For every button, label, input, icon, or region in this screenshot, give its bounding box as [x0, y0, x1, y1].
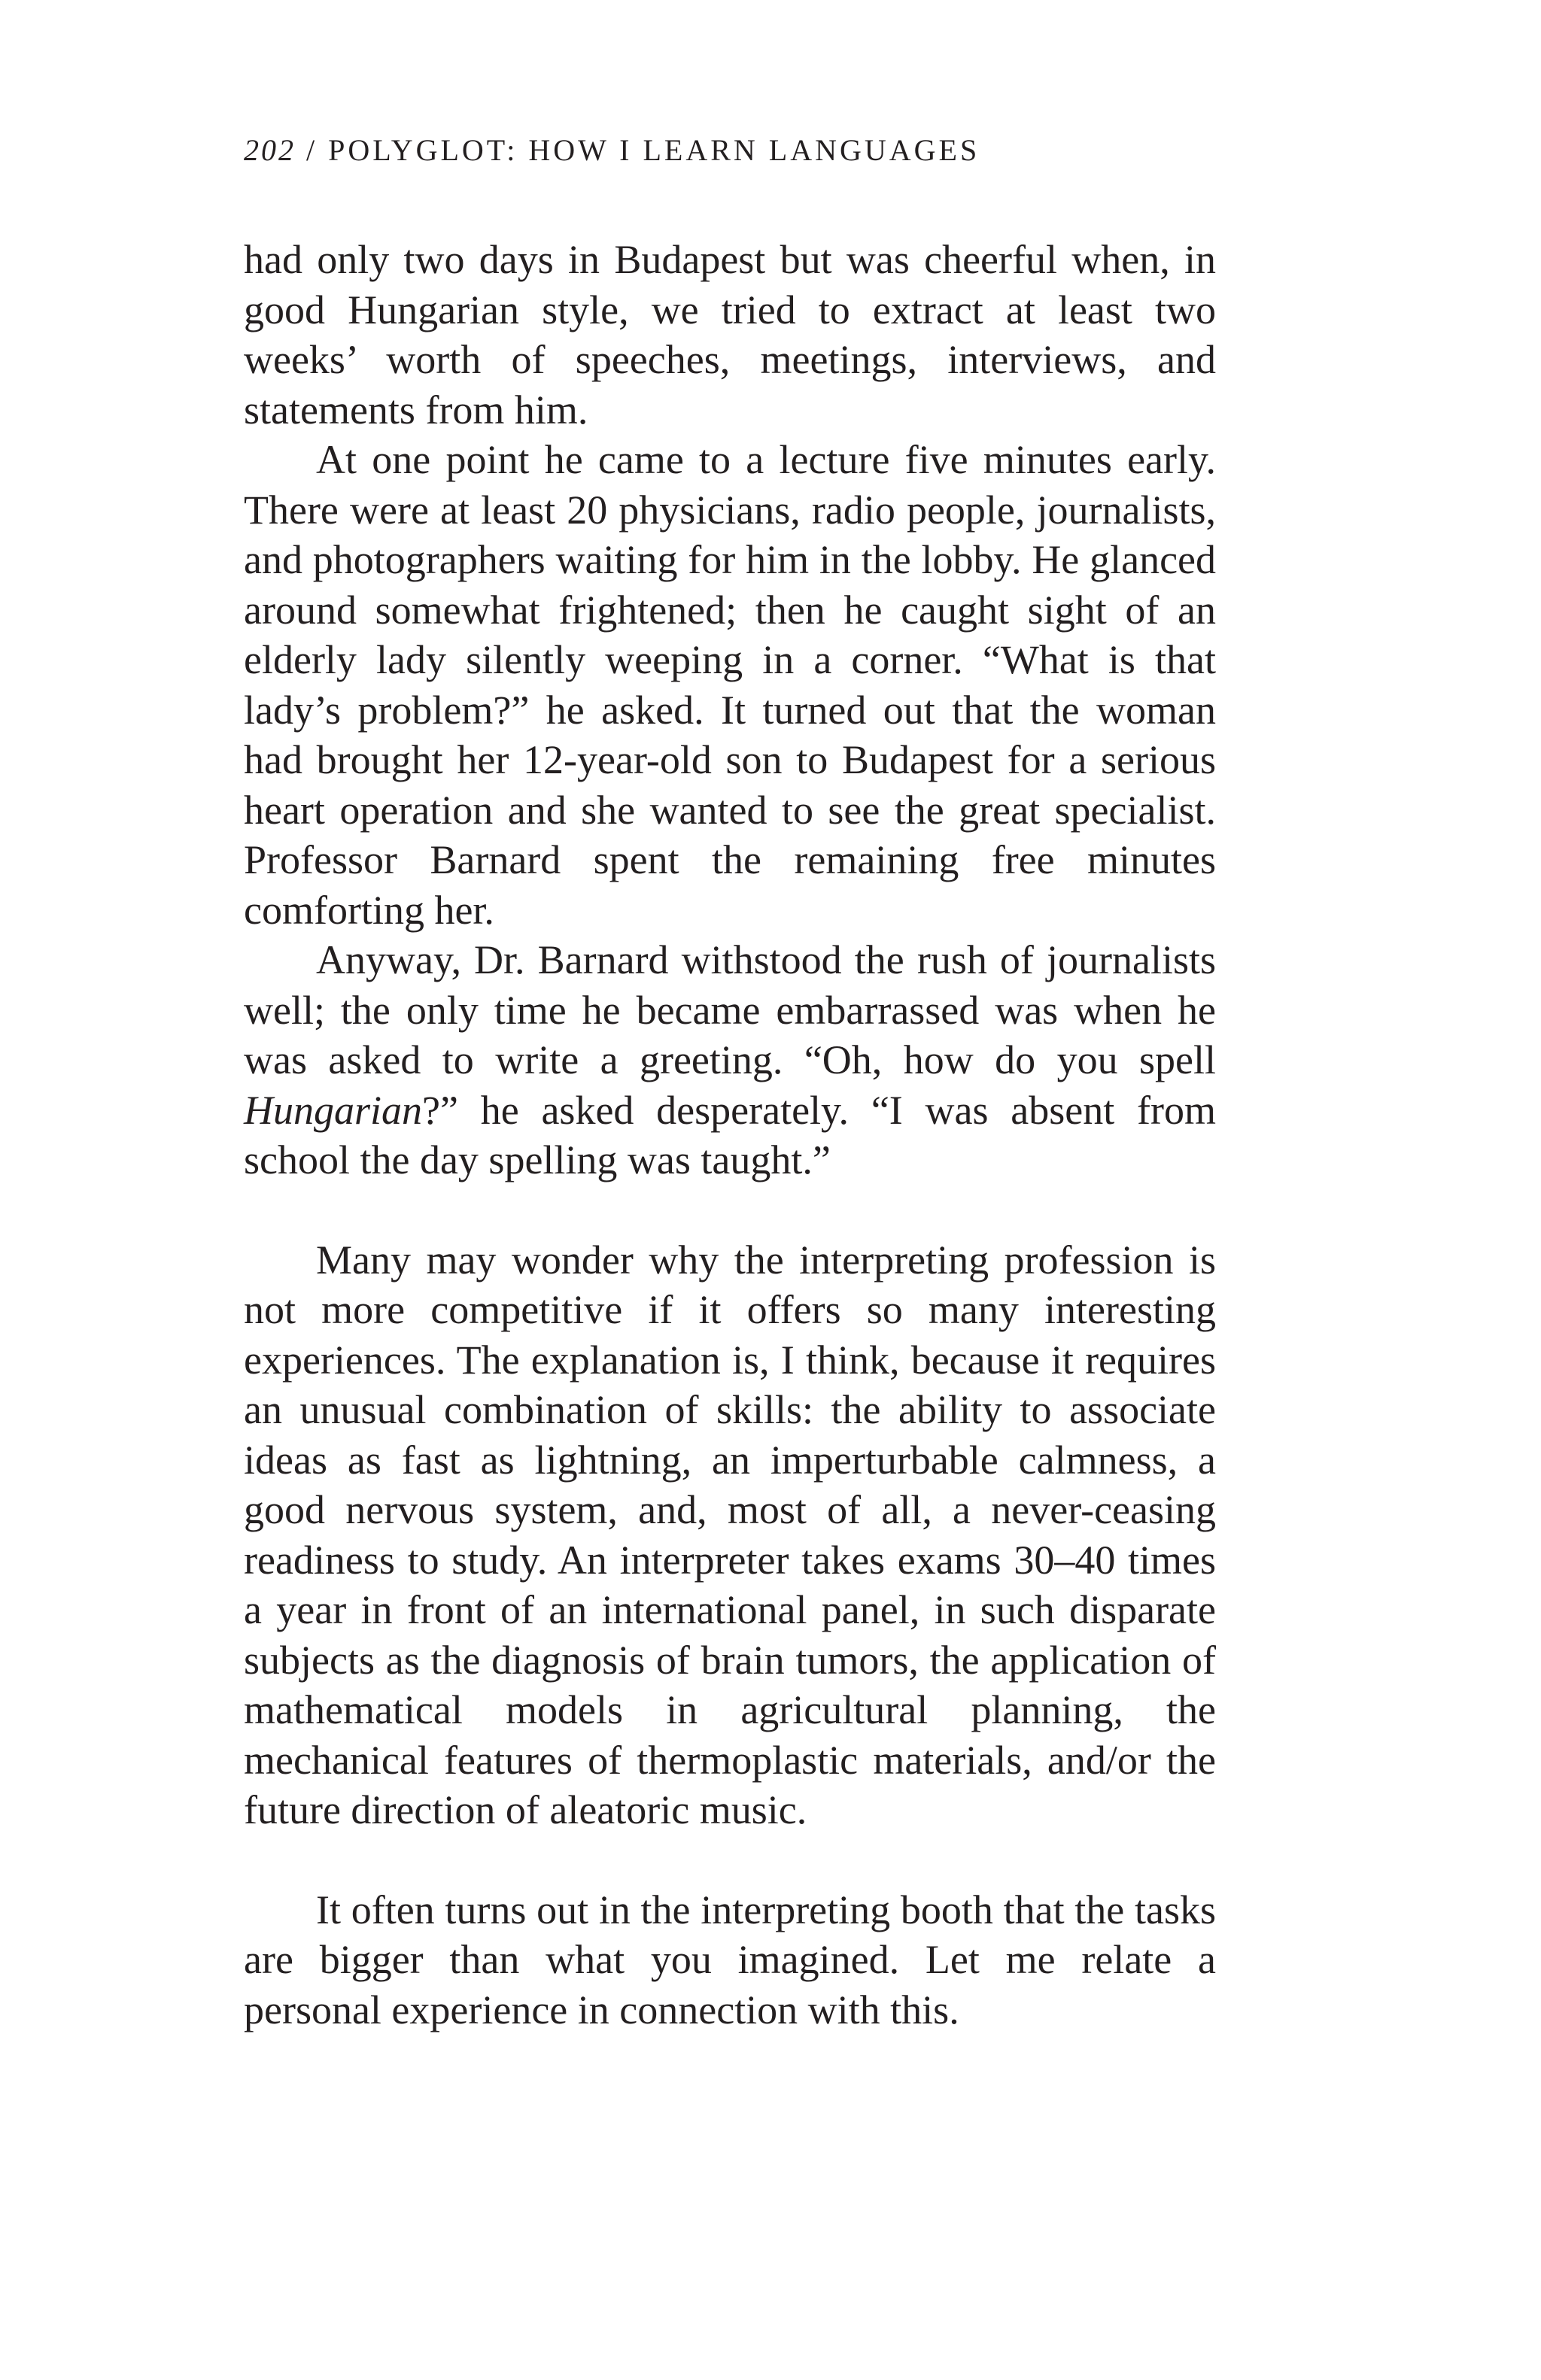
paragraph-booth: It often turns out in the interpreting booth that the tasks are bigger than what you imagined. Let me relate a personal experience in connection with this. [244, 1887, 1216, 2032]
italic-word: Hungarian [244, 1087, 423, 1133]
paragraph-lecture: At one point he came to a lecture five minutes early. There were at least 20 physicians, radio people, journalists, and photographers waiting for him in the lobby. He glanced around somewhat frightened; then he caught sight of an elderly lady silently weeping in a corner. “What is that lady’s problem?” he asked. It turned out that the woman had brought her 12-year-old son to Budapest for a serious heart operation and she wanted to see the great specialist. Professor Barnard spent the remaining free minutes comforting her. [244, 437, 1216, 933]
book-title: POLYGLOT: HOW I LEARN LANGUAGES [328, 133, 980, 167]
paragraph-profession: Many may wonder why the interpreting profession is not more competitive if it offers so many interesting experiences. The explanation is, I think, because it requires an unusual combination of skills: the ability to associate ideas as fast as lightning, an imperturbable calmness, a good nervous system, and, most of all, a never-ceasing readiness to study. An interpreter takes exams 30–40 times a year in front of an international panel, in such disparate subjects as the diagnosis of brain tumors, the application of mathematical models in agricultural planning, the mechanical features of thermoplastic materials, and/or the future direction of aleatoric music. [244, 1237, 1216, 1832]
paragraph-greeting [244, 935, 1216, 1185]
running-head [244, 132, 1222, 168]
header-separator: / [306, 133, 318, 167]
body-text [244, 235, 1216, 2035]
paragraph-continued: had only two days in Budapest but was cheerful when, in good Hungarian style, we tried to extract at least two weeks’ worth of speeches, meetings, interviews, and statements from him. [244, 237, 1216, 433]
paragraph-greeting-start: Anyway, Dr. Barnard withstood the rush of journalists well; the only time he became embarrassed was when he was asked to write a greeting. “Oh, how do you spell [244, 937, 1216, 1082]
paragraph-greeting-end: ?” he asked desperately. “I was absent from school the day spelling was taught.” [244, 1087, 1216, 1182]
page-number: 202 [244, 133, 296, 167]
